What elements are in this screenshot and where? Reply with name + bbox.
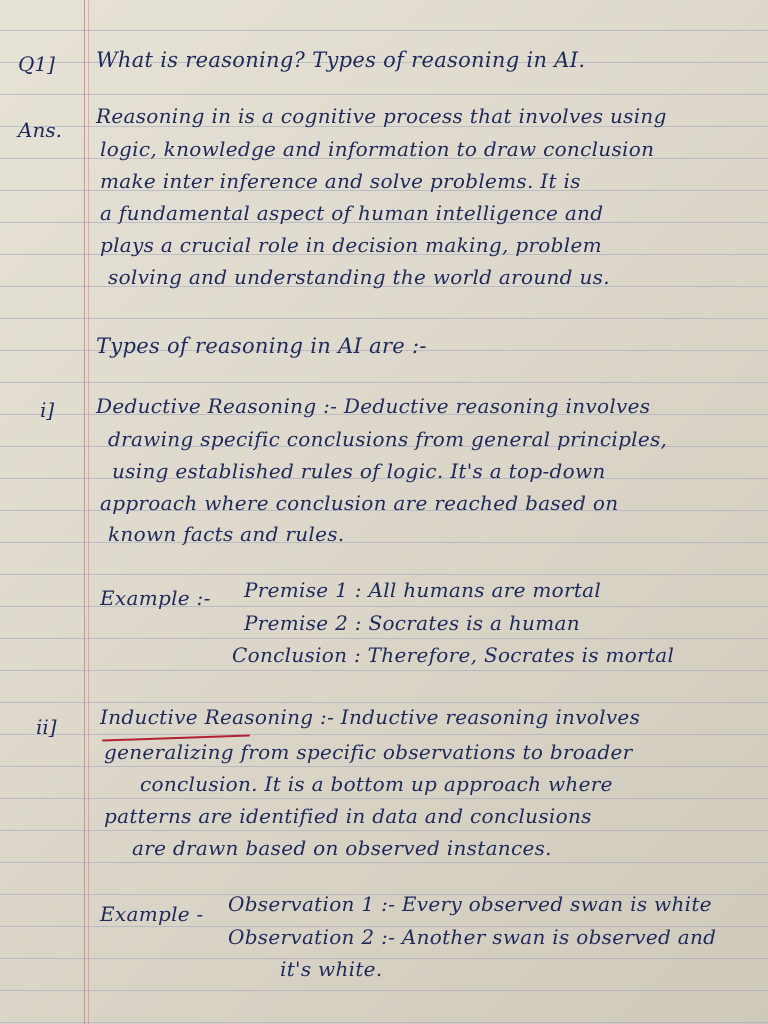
section-line: drawing specific conclusions from general principles, — [108, 427, 668, 451]
ruled-line — [0, 94, 768, 95]
example-line: it's white. — [280, 957, 383, 981]
answer-line: a fundamental aspect of human intelligence and — [100, 201, 604, 225]
ruled-line — [0, 958, 768, 959]
section-line: generalizing from specific observations to broader — [104, 740, 633, 764]
ruled-line — [0, 766, 768, 767]
ruled-line — [0, 574, 768, 575]
ruled-line — [0, 670, 768, 671]
example-label: Example :- — [100, 586, 211, 610]
question-label: Q1] — [18, 52, 55, 76]
answer-label: Ans. — [18, 118, 62, 142]
section-line: patterns are identified in data and conclusions — [104, 804, 592, 828]
section-line: known facts and rules. — [108, 522, 345, 546]
answer-line: logic, knowledge and information to draw conclusion — [100, 137, 655, 161]
types-heading: Types of reasoning in AI are :- — [96, 334, 427, 358]
ruled-line — [0, 734, 768, 735]
example-line: Observation 1 :- Every observed swan is white — [228, 892, 712, 916]
margin-line-secondary — [88, 0, 89, 1024]
example-label: Example - — [100, 902, 204, 926]
ruled-line — [0, 862, 768, 863]
section-marker: i] — [40, 398, 55, 422]
section-marker: ii] — [36, 715, 57, 739]
answer-line: solving and understanding the world around us. — [108, 265, 610, 289]
section-line: Inductive Reasoning :- Inductive reasoning involves — [100, 705, 641, 729]
answer-line: make inter inference and solve problems. It is — [100, 169, 581, 193]
section-line: are drawn based on observed instances. — [132, 836, 552, 860]
ruled-line — [0, 382, 768, 383]
section-line: Deductive Reasoning :- Deductive reasoning involves — [96, 394, 651, 418]
example-line: Observation 2 :- Another swan is observed and — [228, 925, 717, 949]
example-line: Conclusion : Therefore, Socrates is mortal — [232, 643, 675, 667]
section-line: using established rules of logic. It's a top-down — [112, 459, 606, 483]
ruled-line — [0, 702, 768, 703]
section-line: approach where conclusion are reached based on — [100, 491, 619, 515]
ruled-line — [0, 638, 768, 639]
example-line: Premise 1 : All humans are mortal — [244, 578, 602, 602]
section-line: conclusion. It is a bottom up approach where — [140, 772, 613, 796]
ruled-line — [0, 30, 768, 31]
ruled-line — [0, 318, 768, 319]
ruled-line — [0, 1022, 768, 1023]
ruled-line — [0, 990, 768, 991]
answer-line: Reasoning in is a cognitive process that involves using — [96, 104, 667, 128]
question-text: What is reasoning? Types of reasoning in AI. — [96, 48, 586, 72]
ruled-line — [0, 798, 768, 799]
answer-line: plays a crucial role in decision making, problem — [100, 233, 602, 257]
ruled-line — [0, 830, 768, 831]
example-line: Premise 2 : Socrates is a human — [244, 611, 580, 635]
margin-line — [84, 0, 85, 1024]
